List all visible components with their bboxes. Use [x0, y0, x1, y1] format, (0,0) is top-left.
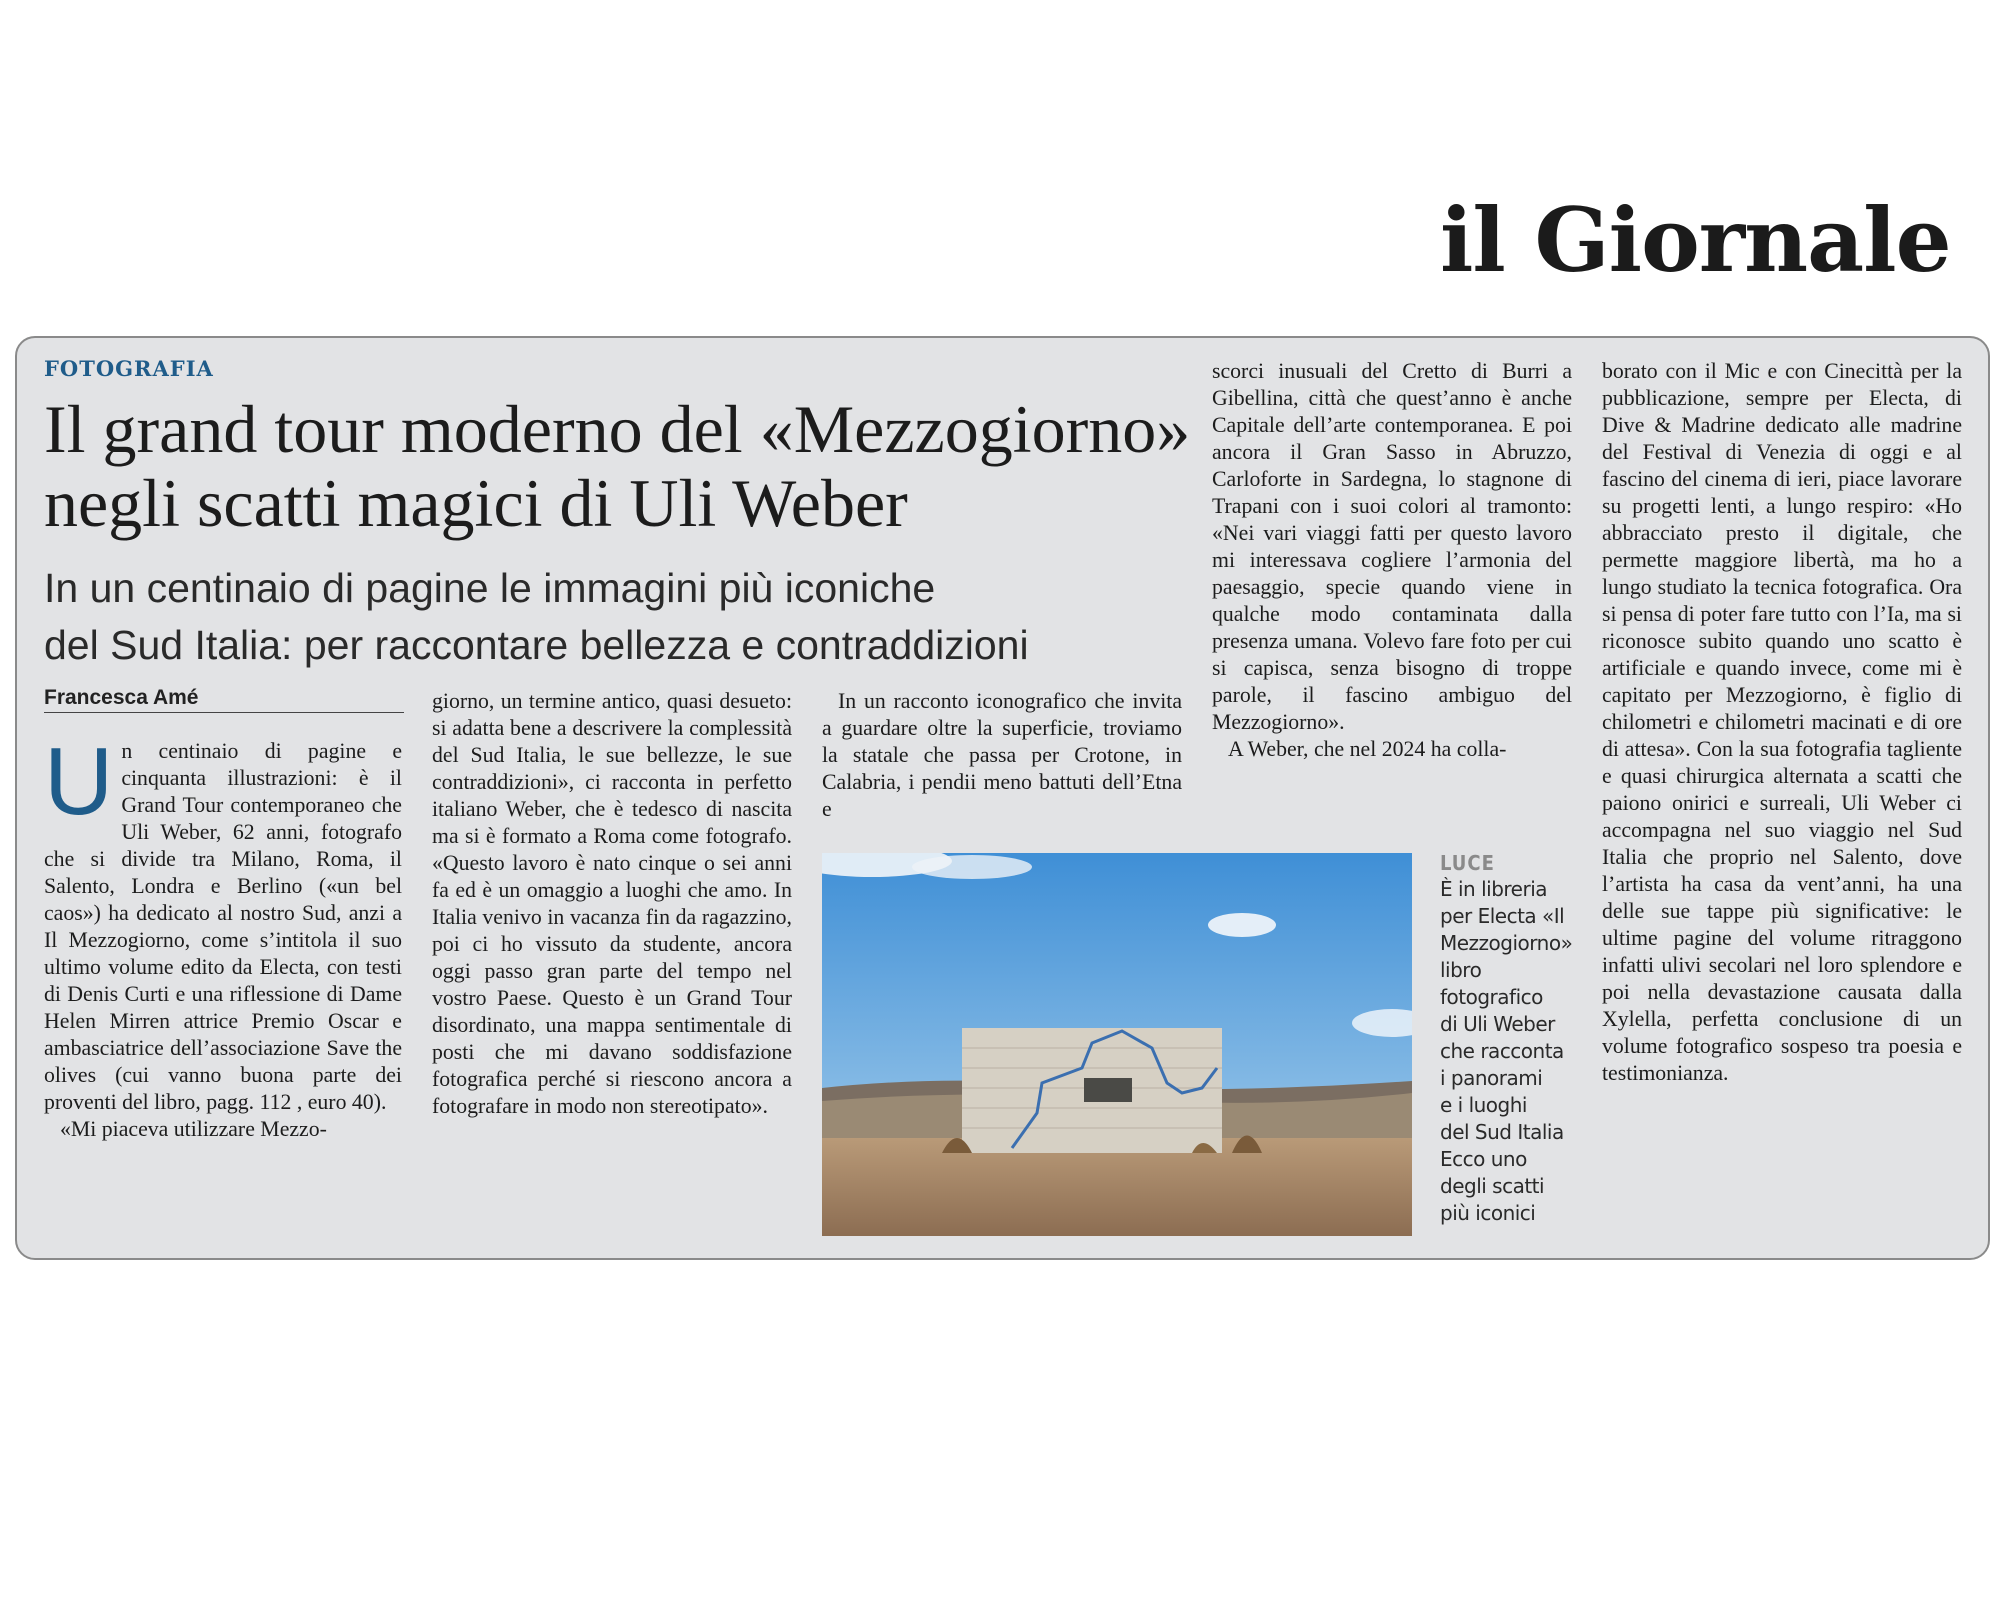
- paragraph-4: In un racconto iconografico che invita a guardare oltre la superficie, troviamo la statale che passa per Crotone, in Calabria, i pendii meno battuti dell’Etna e: [822, 689, 1182, 821]
- caption-label: LUCE: [1440, 851, 1495, 875]
- paragraph-3: giorno, un termine antico, quasi desueto: si adatta bene a descrivere la complessità del Sud Italia, le sue bellezze, le sue contraddizioni», ci racconta in perfetto italiano Weber, che è tedesco di nascita ma si è formato a Roma come fotografo. «Questo lavoro è nato cinque o sei anni fa ed è un omaggio a luoghi che amo. In Italia venivo in vacanza fin da ragazzino, poi ci ho vissuto da studente, ancora oggi passo gran parte del tempo nel vostro Paese. Questo è un Grand Tour disordinato, una mappa sentimentale di posti che mi davano soddisfazione fotografica perché si riescono ancora a fotografare in modo non stereotipato».: [432, 689, 792, 1118]
- article-headline: Il grand tour moderno del «Mezzogiorno» negli scatti magici di Uli Weber: [44, 391, 1191, 541]
- article-column-1: [44, 728, 402, 1143]
- paragraph-6: A Weber, che nel 2024 ha colla-: [1228, 737, 1507, 761]
- article-byline: Francesca Amé: [44, 686, 404, 713]
- paragraph-7: borato con il Mic e con Cinecittà per la pubblicazione, sempre per Electa, di Dive & Madrine dedicato alle madrine del Festival di Venezia di oggi e al fascino del cinema di ieri, piace lavorare su progetti lenti, a lungo respiro: «Ho abbracciato presto il digitale, che permette maggiore libertà, ma ho a lungo studiato la tecnica fotografica. Ora si pensa di poter fare tutto con l’Ia, ma si riconosce subito quando uno scatto è artificiale e quando invece, come mi è capitato per Mezzogiorno, è figlio di chilometri e chilometri macinati e di ore di attesa». Con la sua fotografia tagliente e quasi chirurgica alternata a scatti che paiono onirici e surreali, Uli Weber ci accompagna nel suo viaggio nel Sud Italia che proprio nel Salento, dove l’artista ha casa da vent’anni, ha una delle sue tappe più significative: le ultime pagine del volume ritraggono infatti ulivi secolari nel loro splendore e poi nella devastazione causata dalla Xylella, perfetta conclusione di un volume fotografico sospeso tra poesia e testimonianza.: [1602, 359, 1962, 1085]
- newspaper-masthead: il Giornale: [1440, 188, 1951, 292]
- article-kicker: FOTOGRAFIA: [44, 356, 214, 381]
- article-subheadline: In un centinaio di pagine le immagini più iconiche del Sud Italia: per raccontare bellezza e contraddizioni: [44, 565, 1029, 668]
- landscape-photo: [822, 853, 1412, 1236]
- article-column-3: [822, 688, 1182, 823]
- photo-caption: È in libreria per Electa «Il Mezzogiorno» libro fotografico di Uli Weber che racconta i panorami e i luoghi del Sud Italia Ecco uno degli scatti più iconici: [1440, 877, 1573, 1225]
- article-column-5: [1602, 358, 1962, 1087]
- paragraph-1: n centinaio di pagine e cinquanta illustrazioni: è il Grand Tour contemporaneo che Uli Weber, 62 anni, fotografo che si divide tra Milano, Roma, il Salento, Londra e Berlino («un bel caos») ha dedicato al nostro Sud, anzi a Il Mezzogiorno, come s’intitola il suo ultimo volume edito da Electa, con testi di Denis Curti e una riflessione di Dame Helen Mirren attrice Premio Oscar e ambasciatrice dell’associazione Save the olives (cui vanno buona parte dei proventi del libro, pagg. 112 , euro 40).: [44, 739, 402, 1114]
- paragraph-2: «Mi piaceva utilizzare Mezzo-: [60, 1117, 327, 1141]
- paragraph-5: scorci inusuali del Cretto di Burri a Gibellina, città che quest’anno è anche Capitale dell’arte contemporanea. E poi ancora il Gran Sasso in Abruzzo, Carloforte in Sardegna, lo stagnone di Trapani con i suoi colori al tramonto: «Nei vari viaggi fatti per questo lavoro mi interessava cogliere l’armonia del paesaggio, specie quando viene in qualche modo contaminata dalla presenza umana. Volevo fare foto per cui si capisca, senza bisogno di troppe parole, il fascino ambiguo del Mezzogiorno».: [1212, 359, 1572, 734]
- article-column-2: [432, 688, 792, 1120]
- drop-cap: U: [44, 728, 114, 835]
- article-column-4: [1212, 358, 1572, 763]
